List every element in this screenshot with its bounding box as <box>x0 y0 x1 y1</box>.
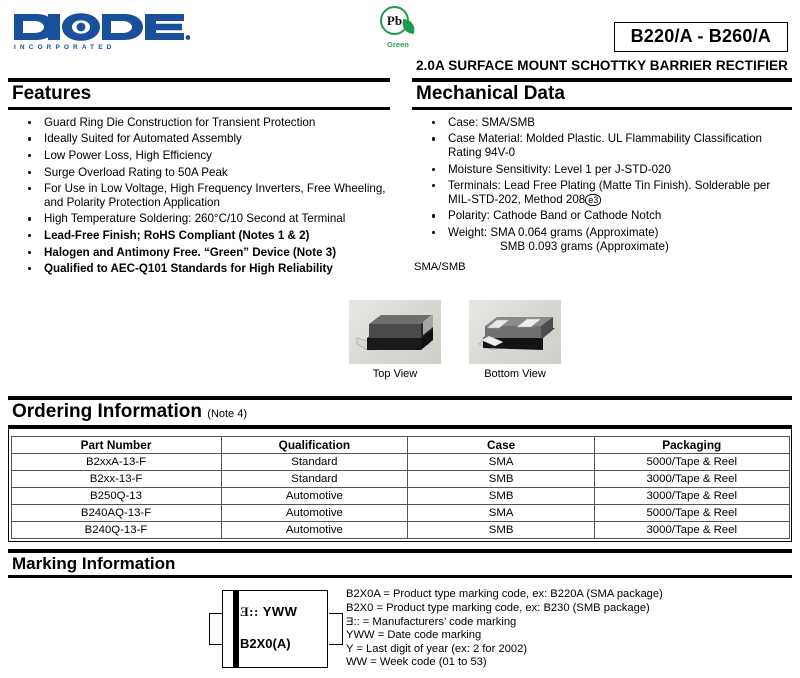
table-row <box>11 522 789 539</box>
list-item <box>412 116 792 130</box>
feature-text: High Temperature Soldering: 260°C/10 Second at Terminal <box>44 212 346 226</box>
table-row <box>11 471 789 488</box>
list-item <box>8 132 390 146</box>
list-item <box>412 179 792 206</box>
cell-part-number: B250Q-13 <box>11 488 221 505</box>
mechanical-text: Polarity: Cathode Band or Cathode Notch <box>448 209 662 223</box>
cell-part-number: B2xx-13-F <box>11 471 221 488</box>
cell-case: SMA <box>408 454 595 471</box>
mechanical-text: Weight: SMA 0.064 grams (Approximate) <box>448 226 659 239</box>
logo-subtext: INCORPORATED <box>14 44 116 51</box>
ordering-title-text: Ordering Information <box>12 401 202 422</box>
ordering-table <box>11 436 790 539</box>
marking-line-2: B2X0(A) <box>240 636 291 652</box>
diodes-logo <box>12 12 192 51</box>
feature-text: Surge Overload Rating to 50A Peak <box>44 165 228 179</box>
package-bottom-view-image <box>469 300 561 364</box>
cell-packaging: 5000/Tape & Reel <box>594 454 789 471</box>
list-item <box>8 262 390 276</box>
list-item <box>412 226 792 253</box>
smb-package-top-icon <box>349 300 441 364</box>
cell-case: SMB <box>408 471 595 488</box>
cell-qualification: Standard <box>221 471 408 488</box>
mechanical-title: Mechanical Data <box>416 83 565 104</box>
date-code-mark: YWW <box>262 604 298 620</box>
package-bottom-view-caption: Bottom View <box>484 368 546 380</box>
legend-line: WW = Week code (01 to 53) <box>346 656 487 669</box>
marking-information-section <box>0 549 800 678</box>
marking-title: Marking Information <box>12 553 176 573</box>
feature-text: For Use in Low Voltage, High Frequency Inverters, Free Wheeling, and Polarity Protection Application <box>44 182 386 209</box>
list-item <box>8 166 390 180</box>
feature-text: Low Power Loss, High Efficiency <box>44 149 212 163</box>
pb-symbol-icon <box>378 6 418 40</box>
cell-qualification: Automotive <box>221 522 408 539</box>
cell-qualification: Automotive <box>221 505 408 522</box>
mechanical-list <box>412 116 792 253</box>
cell-case: SMB <box>408 522 595 539</box>
cell-packaging: 5000/Tape & Reel <box>594 505 789 522</box>
package-terminal-right-icon <box>329 613 343 645</box>
features-section <box>8 78 390 279</box>
e3-badge-icon: e3 <box>585 194 601 206</box>
ordering-table-frame <box>8 428 792 542</box>
column-header-packaging: Packaging <box>594 437 789 454</box>
cell-part-number: B240AQ-13-F <box>11 505 221 522</box>
manufacturer-code-mark: Ǝ:: <box>240 604 259 620</box>
column-header-part-number: Part Number <box>11 437 221 454</box>
mechanical-rule-bottom <box>412 107 792 110</box>
ordering-note: (Note 4) <box>207 408 248 420</box>
ordering-information-section <box>0 396 800 542</box>
features-title: Features <box>12 83 92 104</box>
mechanical-text: Case: SMA/SMB <box>448 115 535 129</box>
feature-text: Halogen and Antimony Free. “Green” Device (Note 3) <box>44 245 337 259</box>
product-subtitle: 2.0A SURFACE MOUNT SCHOTTKY BARRIER RECTIFIER <box>415 58 788 73</box>
package-top-view-caption: Top View <box>372 368 418 380</box>
package-outline-icon <box>222 590 328 668</box>
cell-packaging: 3000/Tape & Reel <box>594 488 789 505</box>
list-item <box>8 246 390 260</box>
list-item <box>412 163 792 177</box>
part-number-box: B220/A - B260/A <box>614 22 788 52</box>
list-item <box>8 212 390 226</box>
column-header-qualification: Qualification <box>221 437 408 454</box>
package-family-label: SMA/SMB <box>414 261 466 274</box>
diodes-wordmark-icon <box>12 12 190 42</box>
feature-text: Qualified to AEC-Q101 Standards for High Reliability <box>44 262 333 276</box>
marking-package-diagram <box>206 590 346 668</box>
features-rule-bottom <box>8 107 390 110</box>
cell-qualification: Standard <box>221 454 408 471</box>
legend-line: Y = Last digit of year (ex: 2 for 2002) <box>346 642 528 655</box>
feature-text: Guard Ring Die Construction for Transient Protection <box>44 115 316 129</box>
package-terminal-left-icon <box>209 613 223 645</box>
page-header <box>0 0 800 78</box>
package-bottom-view <box>469 300 561 380</box>
list-item <box>8 116 390 130</box>
cell-part-number: B2xxA-13-F <box>11 454 221 471</box>
main-columns <box>0 78 800 396</box>
list-item <box>412 209 792 223</box>
list-item <box>8 182 390 209</box>
list-item <box>8 229 390 243</box>
table-row <box>11 488 789 505</box>
table-row <box>11 454 789 471</box>
legend-line: B2X0 = Product type marking code, ex: B230 (SMB package) <box>346 601 650 614</box>
marking-body <box>8 578 792 678</box>
legend-line: YWW = Date code marking <box>346 629 482 642</box>
column-header-case: Case <box>408 437 595 454</box>
pb-green-logo <box>372 6 424 49</box>
mechanical-text: Terminals: Lead Free Plating (Matte Tin Finish). Solderable per MIL-STD-202, Method 208 <box>448 179 771 206</box>
cell-packaging: 3000/Tape & Reel <box>594 522 789 539</box>
smb-package-bottom-icon <box>469 300 561 364</box>
cell-case: SMA <box>408 505 595 522</box>
marking-legend <box>346 588 663 670</box>
pb-green-label: Green <box>387 40 409 49</box>
table-row <box>11 505 789 522</box>
mechanical-text: Case Material: Molded Plastic. UL Flammability Classification Rating 94V-0 <box>448 132 762 160</box>
package-views <box>330 300 580 380</box>
mechanical-text-indent: SMB 0.093 grams (Approximate) <box>500 239 669 253</box>
mechanical-data-section <box>412 78 792 273</box>
ordering-title <box>8 400 792 425</box>
cathode-band-icon <box>233 591 239 667</box>
pb-text: Pb <box>386 12 403 28</box>
package-top-view <box>349 300 441 380</box>
list-item <box>412 132 792 159</box>
marking-line-1 <box>240 604 297 620</box>
list-item <box>8 149 390 163</box>
features-list <box>8 116 390 276</box>
table-header-row <box>11 437 789 454</box>
cell-case: SMB <box>408 488 595 505</box>
cell-qualification: Automotive <box>221 488 408 505</box>
cell-part-number: B240Q-13-F <box>11 522 221 539</box>
legend-line: Ǝ:: = Manufacturers’ code marking <box>346 615 517 628</box>
cell-packaging: 3000/Tape & Reel <box>594 471 789 488</box>
feature-text: Ideally Suited for Automated Assembly <box>44 132 242 146</box>
legend-line: B2X0A = Product type marking code, ex: B220A (SMA package) <box>346 588 663 601</box>
mechanical-text: Moisture Sensitivity: Level 1 per J-STD-020 <box>448 162 671 176</box>
feature-text: Lead-Free Finish; RoHS Compliant (Notes 1 & 2) <box>44 229 310 242</box>
package-top-view-image <box>349 300 441 364</box>
